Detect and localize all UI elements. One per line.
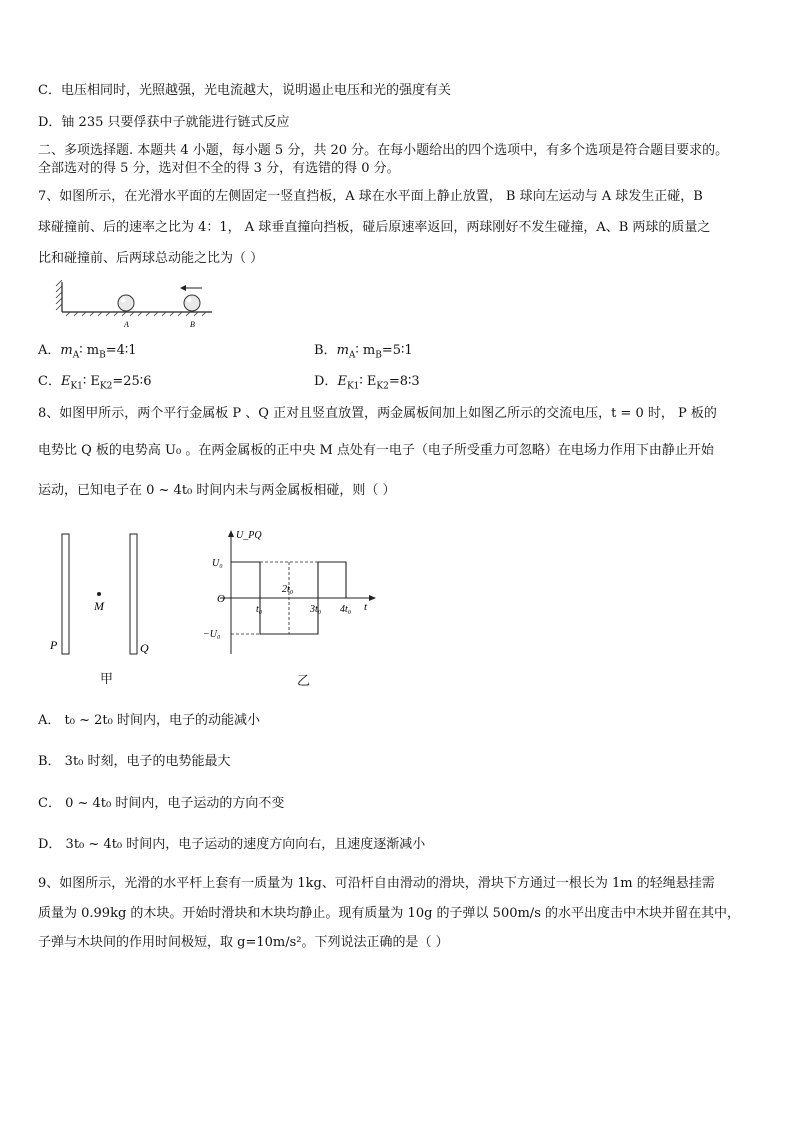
q7-option-b: B．$m_A∶$ $m_B=5∶1$ [314,343,413,361]
q9-stem-line1: 9、如图所示，光滑的水平杆上套有一质量为 1kg、可沿杆自由滑动的滑块，滑块下方通过一根长为 1m 的轻绳悬挂需 [38,876,715,891]
plate-q [130,534,137,654]
tick-u0: U₀ [212,558,223,569]
q8-figure-plates [44,530,164,670]
q8-stem-line3: 运动，已知电子在 0 ~ 4t₀ 时间内未与两金属板相碰，则（ ） [38,483,396,498]
ball-a-label: A [124,320,129,329]
axis-t-label: t [364,601,368,613]
q9-stem-line2: 质量为 0.99kg 的木块。开始时滑块和木块均静止。现有质量为 10g 的子弹以 500m/s 的水平出度击中木块并留在其中， [38,906,740,921]
q7-figure [52,280,222,332]
ball-a [118,295,134,311]
q9-stem-line3: 子弹与木块间的作用时间极短，取 g=10m/s²。下列说法正确的是（ ） [38,935,449,950]
ball-b [184,295,200,311]
label-q: Q [140,641,149,655]
q8-option-a: A． t₀ ~ 2t₀ 时间内，电子的动能减小 [38,713,260,728]
tick-3t0: 3t₀ [310,604,322,615]
tick-t0: t₀ [256,604,263,615]
q7-option-d: D．$E_{K1}∶$ $E_{K2}=8∶3$ [314,374,420,392]
q8-figure-voltage-graph [200,524,380,660]
tick-neg-u0: −U₀ [203,629,221,640]
label-m: M [94,599,104,613]
section-header-line2: 全部选对的得 5 分，选对但不全的得 3 分，有选错的得 0 分。 [38,161,400,176]
origin-label: O [217,593,225,605]
q7-option-c: C．$E_{K1}∶$ $E_{K2}=25∶6$ [38,374,152,392]
caption-yi: 乙 [297,674,311,689]
q8-option-d: D． 3t₀ ~ 4t₀ 时间内，电子运动的速度方向向右，且速度逐渐减小 [38,837,426,852]
q7-option-a: A．$m_A∶$ $m_B=4∶1$ [38,343,137,361]
q8-option-c: C． 0 ~ 4t₀ 时间内，电子运动的方向不变 [38,796,285,811]
q8-stem-line2: 电势比 Q 板的电势高 U₀ 。在两金属板的正中央 M 点处有一电子（电子所受重力可忽略）在电场力作用下由静止开始 [38,443,714,458]
q8-stem-line1: 8、如图甲所示，两个平行金属板 P 、Q 正对且竖直放置，两金属板间加上如图乙所示的交流电压，t = 0 时， P 板的 [38,406,717,421]
velocity-arrow-icon [180,285,202,291]
tick-4t0: 4t₀ [340,604,352,615]
section-header-line1: 二、多项选择题. 本题共 4 小题，每小题 5 分，共 20 分。在每小题给出的四个选项中，有多个选项是符合题目要求的。 [38,143,729,158]
q7-stem-line2: 球碰撞前、后的速率之比为 4：1， A 球垂直撞向挡板，碰后原速率返回，两球刚好不发生碰撞，A、B 两球的质量之 [38,220,711,235]
plate-p [62,534,69,654]
q7-stem-line1: 7、如图所示，在光滑水平面的左侧固定一竖直挡板，A 球在水平面上静止放置， B 球向左运动与 A 球发生正碰，B [38,189,703,204]
label-p: P [50,638,58,652]
tick-2t0: 2t₀ [282,584,294,595]
point-m [97,592,101,596]
option-d-prev: D．铀 235 只要俘获中子就能进行链式反应 [38,115,290,130]
q8-option-b: B． 3t₀ 时刻，电子的电势能最大 [38,754,231,769]
option-c-prev: C．电压相同时，光照越强，光电流越大，说明遏止电压和光的强度有关 [38,83,451,98]
caption-jia: 甲 [100,672,114,687]
q7-stem-line3: 比和碰撞前、后两球总动能之比为（ ） [38,251,264,266]
ball-b-label: B [190,320,195,329]
axis-y-label: U_PQ [236,530,262,541]
